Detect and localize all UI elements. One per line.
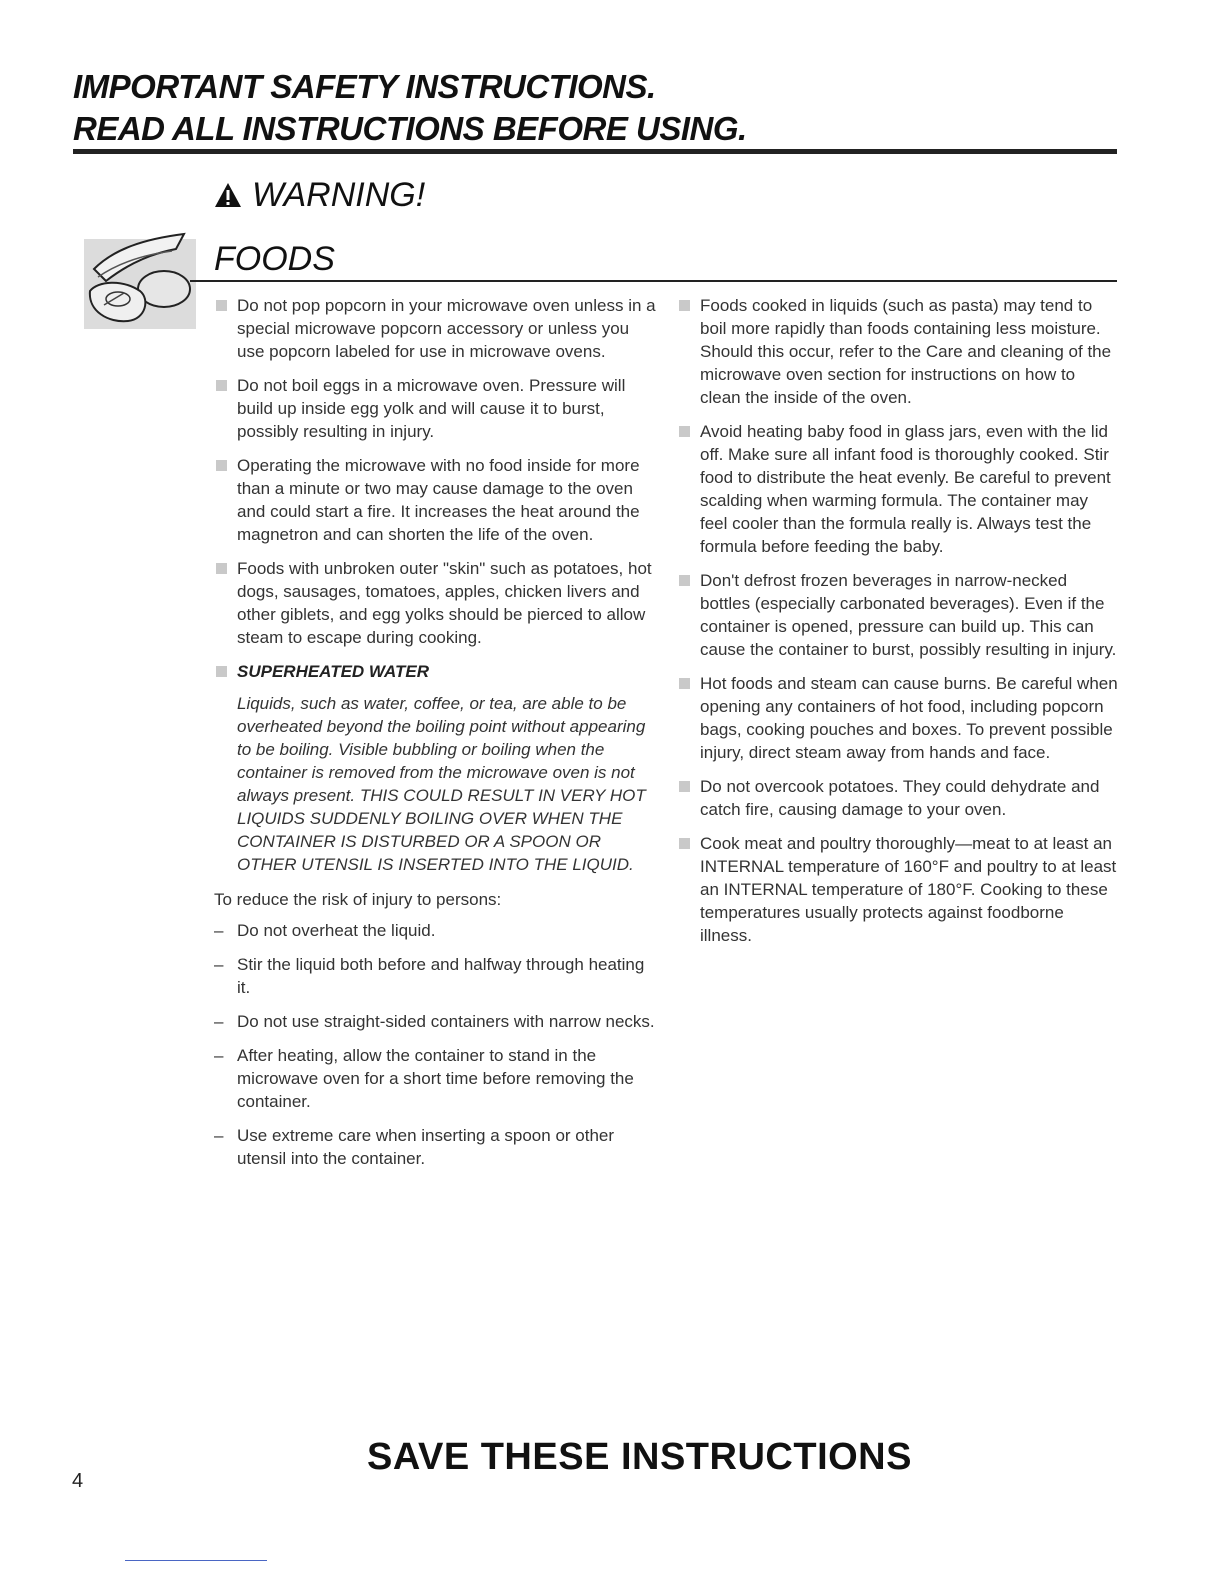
superheated-caps: THIS COULD RESULT IN VERY HOT LIQUIDS SUDDENLY BOILING OVER WHEN THE CONTAINER IS DISTURBED OR A SPOON OR OTHER UTENSIL IS INSERTED INTO THE LIQUID. xyxy=(237,786,646,874)
food-illustration xyxy=(84,229,196,329)
list-item: Do not boil eggs in a microwave oven. Pressure will build up inside egg yolk and will cause it to burst, possibly resulting in injury. xyxy=(214,374,660,443)
bullet-square xyxy=(679,575,690,586)
list-item: Hot foods and steam can cause burns. Be careful when opening any containers of hot food, including popcorn bags, cooking pouches and boxes. To prevent possible injury, direct steam away from hands and face. xyxy=(677,672,1119,764)
footer-rule xyxy=(125,1560,267,1561)
header-line-1: IMPORTANT SAFETY INSTRUCTIONS. xyxy=(73,68,656,105)
list-item: Operating the microwave with no food inside for more than a minute or two may cause damage to the oven and could start a fire. It increases the heat around the magnetron and can shorten the life of the oven. xyxy=(214,454,660,546)
warning-heading xyxy=(214,178,425,212)
dash-item: – Use extreme care when inserting a spoon or other utensil into the container. xyxy=(214,1126,615,1168)
warning-label: WARNING! xyxy=(252,176,426,214)
bullet-square xyxy=(216,460,227,471)
list-item: Don't defrost frozen beverages in narrow-necked bottles (especially carbonated beverages). Even if the container is opened, pressure can build up. This can cause the container to burst, possibly resulting in injury. xyxy=(677,569,1119,661)
dash-item: – Do not use straight-sided containers with narrow necks. xyxy=(214,1012,655,1031)
section-title: FOODS xyxy=(214,240,335,278)
bullet-square xyxy=(679,426,690,437)
list-item: Cook meat and poultry thoroughly—meat to at least an INTERNAL temperature of 160°F and poultry to at least an INTERNAL temperature of 180°F. Cooking to these temperatures usually protects against foodborne illness. xyxy=(677,832,1119,947)
footer-title: SAVE THESE INSTRUCTIONS xyxy=(367,1436,912,1478)
page-number: 4 xyxy=(72,1470,84,1492)
bullet-square xyxy=(216,666,227,677)
bullet-square xyxy=(679,678,690,689)
list-item: Do not overcook potatoes. They could dehydrate and catch fire, causing damage to your oven. xyxy=(677,775,1119,821)
bullet-square xyxy=(216,563,227,574)
section-rule xyxy=(190,280,1117,282)
right-column xyxy=(677,294,1119,958)
dash-item: – After heating, allow the container to stand in the microwave oven for a short time before removing the container. xyxy=(214,1046,634,1111)
header-rule xyxy=(73,149,1117,154)
bullet-square xyxy=(216,380,227,391)
superheated-heading: SUPERHEATED WATER xyxy=(214,660,660,683)
dash-item: – Stir the liquid both before and halfway through heating it. xyxy=(214,955,645,997)
warning-triangle-icon xyxy=(214,182,242,208)
list-item: Avoid heating baby food in glass jars, even with the lid off. Make sure all infant food is thoroughly cooked. Stir food to distribute the heat evenly. Be careful to prevent scalding when warming formula. The container may feel cooler than the formula really is. Always test the formula before feeding the baby. xyxy=(677,420,1119,558)
list-item: Foods cooked in liquids (such as pasta) may tend to boil more rapidly than foods containing less moisture. Should this occur, refer to the Care and cleaning of the microwave oven section for instructions on how to clean the inside of the oven. xyxy=(677,294,1119,409)
superheated-warning: Liquids, such as water, coffee, or tea, are able to be overheated beyond the boiling point without appearing to be boiling. Visible bubbling or boiling when the container is removed from the microwave oven is not always present. THIS COULD RESULT IN VERY HOT LIQUIDS SUDDENLY BOILING OVER WHEN THE CONTAINER IS DISTURBED OR A SPOON OR OTHER UTENSIL IS INSERTED INTO THE LIQUID. xyxy=(237,694,646,874)
bullet-square xyxy=(679,781,690,792)
bullet-square xyxy=(679,300,690,311)
list-item: Foods with unbroken outer "skin" such as potatoes, hot dogs, sausages, tomatoes, apples, chicken livers and other giblets, and egg yolks should be pierced to allow steam to escape during cooking. xyxy=(214,557,660,649)
list-item: Do not pop popcorn in your microwave oven unless in a special microwave popcorn accessory or unless you use popcorn labeled for use in microwave ovens. xyxy=(214,294,660,363)
dash-item: – Do not overheat the liquid. xyxy=(214,921,436,940)
bullet-square xyxy=(679,838,690,849)
header-line-2: READ ALL INSTRUCTIONS BEFORE USING. xyxy=(73,110,747,147)
reduce-risk-intro: To reduce the risk of injury to persons: xyxy=(214,890,502,909)
left-column xyxy=(214,294,660,1181)
bullet-square xyxy=(216,300,227,311)
